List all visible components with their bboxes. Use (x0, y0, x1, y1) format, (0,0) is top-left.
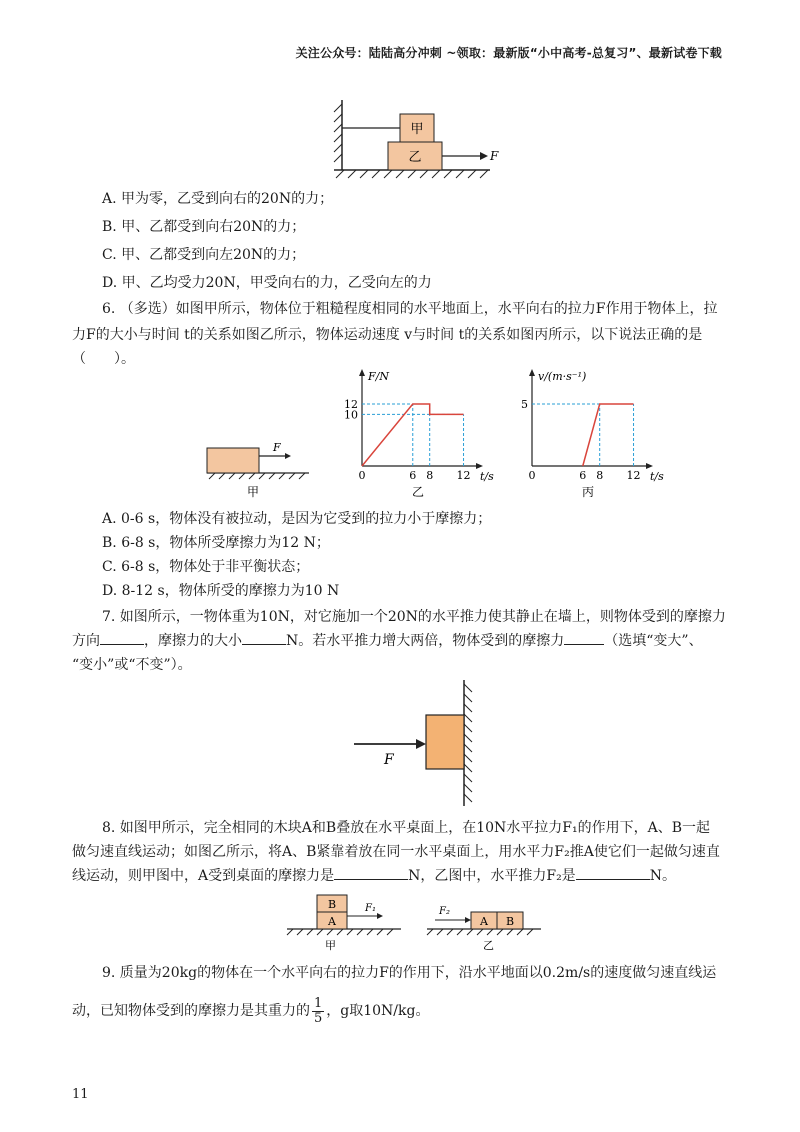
block-b-label: B (505, 915, 515, 928)
series-line-v (583, 404, 634, 466)
answer-blank (576, 866, 650, 880)
q6-option-b: B. 6-8 s，物体所受摩擦力为12 N； (102, 535, 330, 551)
q8-figure-yi (425, 893, 545, 957)
y-tick-label: 10 (344, 408, 358, 422)
axis-xlabel: t/s (650, 470, 664, 483)
y-tick-label: 12 (344, 398, 358, 411)
q7-figure-wall (350, 678, 490, 810)
q6-chart-yi (340, 366, 500, 502)
q6-line2: 力F的大小与时间 t的关系如图乙所示，物体运动速度 v与时间 t的关系如图丙所示，以下说法正确的是 (72, 327, 703, 343)
q7-line1: 7. 如图所示，一物体重为10N，对它施加一个20N的水平推力使其静止在墙上，则物体受到的摩擦力 (102, 609, 726, 625)
block-jia-label: 甲 (410, 122, 424, 137)
q8-figure-jia (285, 893, 405, 957)
force-f1-label: F₁ (365, 903, 376, 914)
q9-line1: 9. 质量为20kg的物体在一个水平向右的拉力F的作用下，沿水平地面以0.2m/s的速度做匀速直线运 (102, 965, 717, 981)
y-tick-label: 5 (521, 398, 528, 411)
q8-line2: 做匀速直线运动；如图乙所示，将A、B紧靠着放在同一水平桌面上，用水平力F₂推A使它们一起做匀速直 (72, 844, 720, 860)
x-tick-label: 0 (528, 469, 536, 482)
q9-line2: 动，已知物体受到的摩擦力是其重力的 $\frac{1}{5}$ ，g取10N/kg。 (72, 995, 430, 1026)
q8-line3: 线运动，则甲图中，A受到桌面的摩擦力是 N，乙图中，水平推力F₂是 N。 (72, 868, 676, 884)
block-a-label: A (328, 915, 336, 928)
x-tick-label: 0 (358, 469, 366, 482)
caption-yi: 乙 (483, 939, 494, 952)
caption-jia: 甲 (325, 939, 336, 952)
caption-yi: 乙 (412, 485, 425, 499)
answer-blank (564, 631, 604, 645)
page-header: 关注公众号：陆陆高分冲刺 ~领取：最新版“小中高考-总复习”、最新试卷下载 (295, 46, 722, 60)
q6-figure-jia (205, 440, 315, 500)
x-tick-label: 6 (409, 469, 417, 482)
q7-force-label: F (384, 752, 394, 768)
axis-ylabel: v/(m·s⁻¹) (538, 370, 587, 383)
q6-line3: （ ）。 (72, 351, 135, 367)
force-f2-label: F₂ (439, 906, 450, 917)
q6-option-a: A. 0-6 s，物体没有被拉动，是因为它受到的拉力小于摩擦力； (102, 511, 492, 527)
block-a-label: A (480, 915, 488, 928)
x-tick-label: 12 (626, 469, 641, 482)
q8-line1: 8. 如图甲所示，完全相同的木块A和B叠放在水平桌面上，在10N水平拉力F₁的作用下，A、B一起 (102, 820, 710, 836)
q6-option-d: D. 8-12 s，物体所受的摩擦力为10 N (102, 583, 340, 599)
q5-option-c: C. 甲、乙都受到向左20N的力； (102, 247, 306, 263)
fraction: $\frac{1}{5}$ (314, 995, 323, 1026)
answer-blank (100, 631, 144, 645)
q7-line3: “变小”或“不变”）。 (72, 657, 192, 673)
answer-blank (242, 631, 286, 645)
q5-option-d: D. 甲、乙均受力20N，甲受向右的力，乙受向左的力 (102, 275, 432, 291)
q5-option-a: A. 甲为零，乙受到向右的20N的力； (102, 191, 334, 207)
q5-option-b: B. 甲、乙都受到向右20N的力； (102, 219, 306, 235)
x-tick-label: 6 (579, 469, 587, 482)
caption-bing: 丙 (582, 485, 595, 499)
axis-ylabel: F/N (368, 370, 389, 383)
x-tick-label: 8 (426, 469, 434, 482)
block-yi-label: 乙 (408, 150, 422, 165)
block-b-label: B (327, 898, 337, 911)
q6-force-label: F (273, 441, 281, 454)
answer-blank (334, 866, 408, 880)
x-tick-label: 12 (456, 469, 471, 482)
q6-option-c: C. 6-8 s，物体处于非平衡状态； (102, 559, 310, 575)
q7-line2: 方向 ，摩擦力的大小 N。若水平推力增大两倍，物体受到的摩擦力 （选填“变大”、 (72, 633, 703, 649)
page-number: 11 (72, 1087, 89, 1102)
figure-stacked-blocks (330, 96, 510, 186)
axis-xlabel: t/s (480, 470, 494, 483)
q6-caption-jia: 甲 (247, 485, 260, 499)
force-label: F (490, 149, 499, 163)
q6-line1: 6. （多选）如图甲所示，物体位于粗糙程度相同的水平地面上，水平向右的拉力F作用于物体上，拉 (102, 301, 718, 317)
x-tick-label: 8 (596, 469, 604, 482)
q6-chart-bing (510, 366, 670, 502)
